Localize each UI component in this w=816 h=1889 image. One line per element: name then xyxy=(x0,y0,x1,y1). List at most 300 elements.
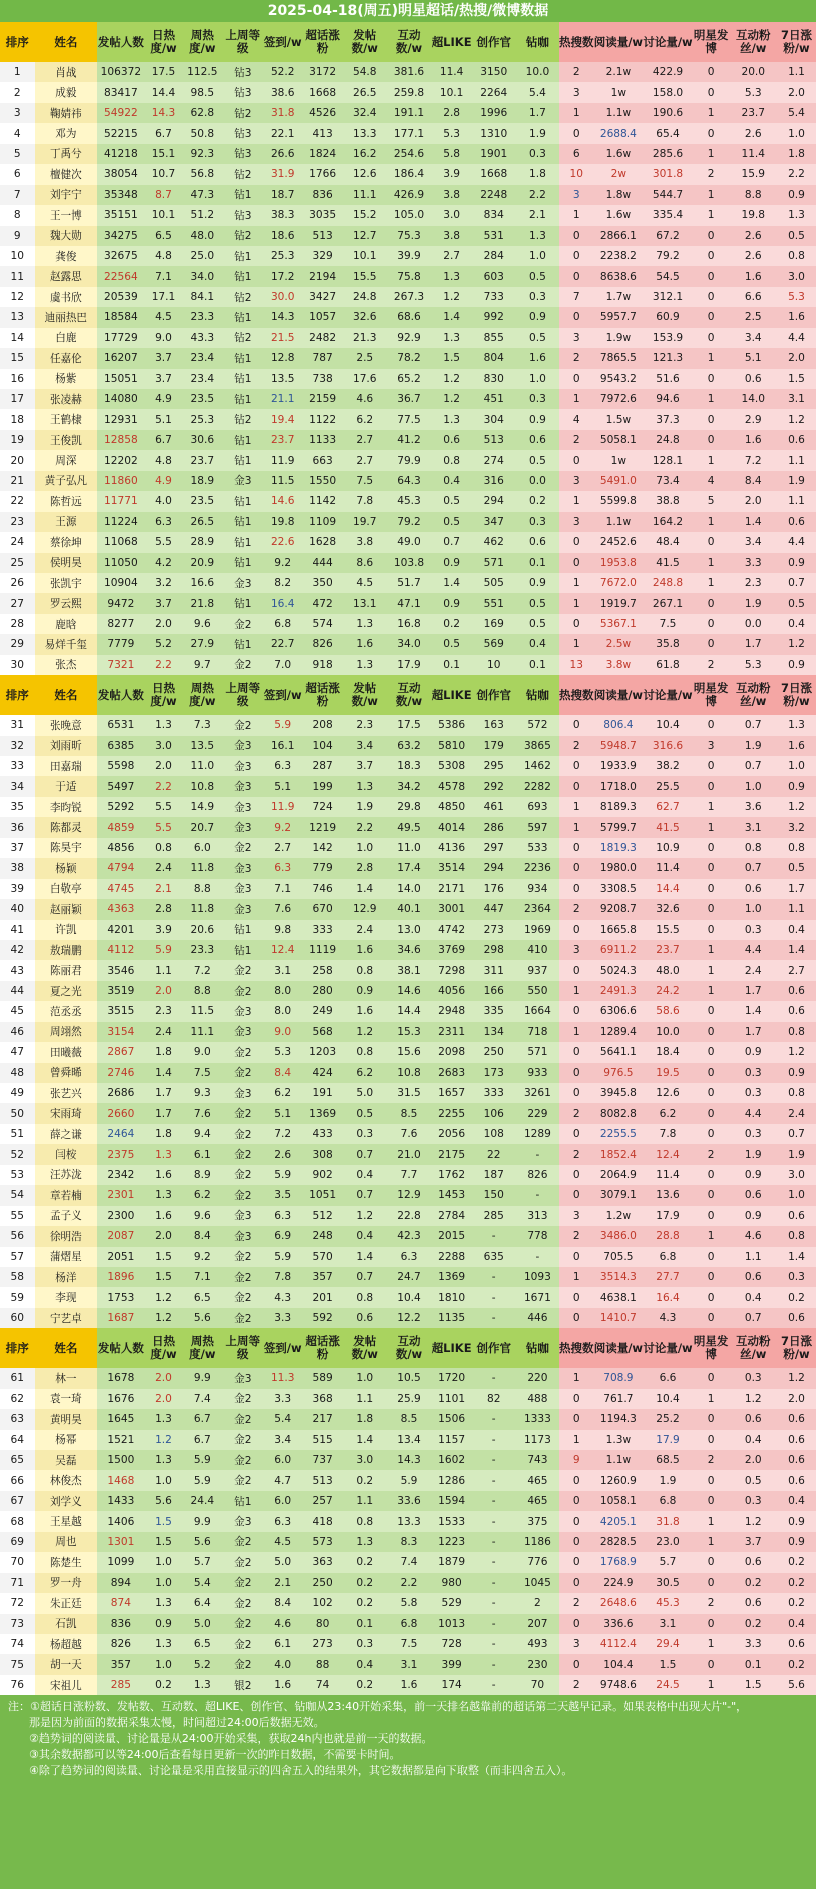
cell-hot-search: 6 xyxy=(559,144,594,164)
table-row[interactable] xyxy=(0,62,816,82)
cell-interactions: 38.1 xyxy=(386,960,431,980)
table-row[interactable] xyxy=(0,858,816,878)
cell-follower-gain: 217 xyxy=(302,1409,343,1429)
table-row[interactable] xyxy=(0,1409,816,1429)
table-row[interactable] xyxy=(0,899,816,919)
col-header-last-week-level[interactable]: 上周等级 xyxy=(222,22,263,62)
col-header-super-like[interactable]: 超LIKE xyxy=(432,22,472,62)
col-header-interactions[interactable]: 互动数/w xyxy=(386,1328,431,1368)
table-row[interactable] xyxy=(0,1430,816,1450)
cell-reads: 1.1w xyxy=(594,512,644,532)
table-row[interactable] xyxy=(0,1573,816,1593)
cell-diamond: 0.5 xyxy=(516,450,559,470)
cell-creator: 1901 xyxy=(472,144,516,164)
col-header-hot-search[interactable]: 热搜数 xyxy=(559,1328,594,1368)
cell-posters: 6385 xyxy=(97,736,144,756)
cell-weekly-heat: 7.2 xyxy=(182,960,222,980)
cell-checkin: 7.2 xyxy=(263,1124,302,1144)
col-header-super-like[interactable]: 超LIKE xyxy=(432,675,472,715)
cell-star-posts: 0 xyxy=(693,1654,730,1674)
cell-star-posts: 0 xyxy=(693,82,730,102)
col-header-reads[interactable]: 阅读量/w xyxy=(594,675,644,715)
table-row[interactable] xyxy=(0,655,816,675)
table-row[interactable] xyxy=(0,1654,816,1674)
cell-posters: 54922 xyxy=(97,103,144,123)
table-row[interactable] xyxy=(0,1389,816,1409)
table-row[interactable] xyxy=(0,226,816,246)
cell-name: 任嘉伦 xyxy=(35,348,98,368)
cell-discussions: 29.4 xyxy=(643,1634,693,1654)
cell-fan-interaction: 2.6 xyxy=(730,226,777,246)
table-row[interactable] xyxy=(0,185,816,205)
col-header-weekly-heat[interactable]: 周热度/w xyxy=(182,1328,222,1368)
table-row[interactable] xyxy=(0,1470,816,1490)
col-header-posts[interactable]: 发帖数/w xyxy=(343,675,386,715)
cell-name: 章若楠 xyxy=(35,1185,98,1205)
cell-diamond: 2236 xyxy=(516,858,559,878)
cell-posters: 2464 xyxy=(97,1124,144,1144)
col-header-seven-day-gain[interactable]: 7日涨粉/w xyxy=(777,22,816,62)
col-header-star-posts[interactable]: 明星发博 xyxy=(693,1328,730,1368)
cell-creator: 855 xyxy=(472,328,516,348)
col-header-last-week-level[interactable]: 上周等级 xyxy=(222,1328,263,1368)
cell-posts: 1.2 xyxy=(343,1206,386,1226)
table-row[interactable] xyxy=(0,1287,816,1307)
table-row[interactable] xyxy=(0,103,816,123)
table-row[interactable] xyxy=(0,307,816,327)
table-row[interactable] xyxy=(0,409,816,429)
cell-fan-interaction: 14.0 xyxy=(730,389,777,409)
cell-interactions: 42.3 xyxy=(386,1226,431,1246)
cell-weekly-heat: 6.2 xyxy=(182,1185,222,1205)
cell-hot-search: 2 xyxy=(559,1226,594,1246)
cell-checkin: 12.8 xyxy=(263,348,302,368)
cell-last-week-level: 金2 xyxy=(222,1634,263,1654)
table-row[interactable] xyxy=(0,614,816,634)
col-header-weekly-heat[interactable]: 周热度/w xyxy=(182,22,222,62)
cell-follower-gain: 1219 xyxy=(302,817,343,837)
cell-diamond: 313 xyxy=(516,1206,559,1226)
table-row[interactable] xyxy=(0,328,816,348)
col-header-name[interactable]: 姓名 xyxy=(35,1328,98,1368)
cell-discussions: 45.3 xyxy=(643,1593,693,1613)
cell-rank: 76 xyxy=(0,1675,35,1695)
cell-rank: 48 xyxy=(0,1063,35,1083)
cell-checkin: 16.4 xyxy=(263,593,302,613)
cell-reads: 2866.1 xyxy=(594,226,644,246)
col-header-interactions[interactable]: 互动数/w xyxy=(386,675,431,715)
table-row[interactable] xyxy=(0,1124,816,1144)
cell-daily-heat: 6.7 xyxy=(145,430,183,450)
cell-diamond: 743 xyxy=(516,1450,559,1470)
cell-discussions: 6.2 xyxy=(643,1103,693,1123)
cell-star-posts: 0 xyxy=(693,858,730,878)
cell-daily-heat: 14.3 xyxy=(145,103,183,123)
cell-posters: 3154 xyxy=(97,1022,144,1042)
table-row[interactable] xyxy=(0,512,816,532)
cell-fan-interaction: 0.0 xyxy=(730,614,777,634)
table-row[interactable] xyxy=(0,1552,816,1572)
cell-star-posts: 1 xyxy=(693,185,730,205)
table-row[interactable] xyxy=(0,246,816,266)
cell-daily-heat: 1.7 xyxy=(145,1083,183,1103)
table-row[interactable] xyxy=(0,776,816,796)
cell-name: 邓为 xyxy=(35,123,98,143)
cell-interactions: 12.2 xyxy=(386,1308,431,1328)
cell-daily-heat: 2.3 xyxy=(145,1001,183,1021)
table-row[interactable] xyxy=(0,123,816,143)
cell-daily-heat: 1.3 xyxy=(145,715,183,735)
cell-super-like: 2784 xyxy=(432,1206,472,1226)
col-header-discussions[interactable]: 讨论量/w xyxy=(643,675,693,715)
col-header-posters[interactable]: 发帖人数 xyxy=(97,675,144,715)
cell-checkin: 9.2 xyxy=(263,553,302,573)
cell-rank: 61 xyxy=(0,1368,35,1388)
table-row[interactable] xyxy=(0,389,816,409)
cell-diamond: 1173 xyxy=(516,1430,559,1450)
table-row[interactable] xyxy=(0,1103,816,1123)
table-row[interactable] xyxy=(0,144,816,164)
col-header-discussions[interactable]: 讨论量/w xyxy=(643,22,693,62)
table-row[interactable] xyxy=(0,491,816,511)
table-row[interactable] xyxy=(0,1042,816,1062)
cell-super-like: 1594 xyxy=(432,1491,472,1511)
col-header-posters[interactable]: 发帖人数 xyxy=(97,1328,144,1368)
cell-super-like: 4136 xyxy=(432,838,472,858)
table-row[interactable] xyxy=(0,1165,816,1185)
col-header-posts[interactable]: 发帖数/w xyxy=(343,1328,386,1368)
table-row[interactable] xyxy=(0,1185,816,1205)
cell-seven-day-gain: 1.3 xyxy=(777,715,816,735)
table-row[interactable] xyxy=(0,348,816,368)
table-row[interactable] xyxy=(0,1491,816,1511)
cell-checkin: 9.8 xyxy=(263,920,302,940)
col-header-follower-gain[interactable]: 超话涨粉 xyxy=(302,22,343,62)
cell-weekly-heat: 24.4 xyxy=(182,1491,222,1511)
cell-checkin: 3.3 xyxy=(263,1389,302,1409)
cell-weekly-heat: 8.8 xyxy=(182,981,222,1001)
cell-diamond: 1969 xyxy=(516,920,559,940)
cell-daily-heat: 10.7 xyxy=(145,164,183,184)
col-header-diamond[interactable]: 钻咖 xyxy=(516,675,559,715)
cell-fan-interaction: 0.3 xyxy=(730,920,777,940)
table-row[interactable] xyxy=(0,756,816,776)
table-row[interactable] xyxy=(0,553,816,573)
cell-posts: 13.3 xyxy=(343,123,386,143)
cell-super-like: 2683 xyxy=(432,1063,472,1083)
table-row[interactable] xyxy=(0,369,816,389)
cell-follower-gain: 1766 xyxy=(302,164,343,184)
table-row[interactable] xyxy=(0,1511,816,1531)
cell-reads: 6306.6 xyxy=(594,1001,644,1021)
cell-daily-heat: 1.1 xyxy=(145,960,183,980)
cell-diamond: 0.5 xyxy=(516,328,559,348)
cell-posters: 2051 xyxy=(97,1247,144,1267)
cell-star-posts: 0 xyxy=(693,838,730,858)
col-header-follower-gain[interactable]: 超话涨粉 xyxy=(302,1328,343,1368)
cell-super-like: 0.5 xyxy=(432,634,472,654)
col-header-rank[interactable]: 排序 xyxy=(0,22,35,62)
cell-diamond: 533 xyxy=(516,838,559,858)
cell-daily-heat: 3.7 xyxy=(145,348,183,368)
cell-hot-search: 0 xyxy=(559,1470,594,1490)
cell-rank: 17 xyxy=(0,389,35,409)
cell-last-week-level: 金2 xyxy=(222,1593,263,1613)
table-row[interactable] xyxy=(0,1308,816,1328)
col-header-creator[interactable]: 创作官 xyxy=(472,1328,516,1368)
col-header-star-posts[interactable]: 明星发博 xyxy=(693,675,730,715)
col-header-creator[interactable]: 创作官 xyxy=(472,22,516,62)
table-row[interactable] xyxy=(0,1675,816,1695)
cell-last-week-level: 金2 xyxy=(222,614,263,634)
col-header-daily-heat[interactable]: 日热度/w xyxy=(145,22,183,62)
cell-posts: 0.8 xyxy=(343,960,386,980)
col-header-diamond[interactable]: 钻咖 xyxy=(516,22,559,62)
cell-last-week-level: 钻2 xyxy=(222,328,263,348)
table-row[interactable] xyxy=(0,736,816,756)
cell-rank: 67 xyxy=(0,1491,35,1511)
table-row[interactable] xyxy=(0,797,816,817)
cell-hot-search: 1 xyxy=(559,103,594,123)
cell-star-posts: 1 xyxy=(693,1511,730,1531)
cell-hot-search: 3 xyxy=(559,471,594,491)
cell-daily-heat: 5.5 xyxy=(145,797,183,817)
cell-star-posts: 0 xyxy=(693,532,730,552)
col-header-name[interactable]: 姓名 xyxy=(35,22,98,62)
cell-creator: - xyxy=(472,1287,516,1307)
cell-creator: 447 xyxy=(472,899,516,919)
cell-hot-search: 2 xyxy=(559,1593,594,1613)
col-header-star-posts[interactable]: 明星发博 xyxy=(693,22,730,62)
col-header-hot-search[interactable]: 热搜数 xyxy=(559,22,594,62)
cell-checkin: 52.2 xyxy=(263,62,302,82)
table-row[interactable] xyxy=(0,1634,816,1654)
col-header-rank[interactable]: 排序 xyxy=(0,1328,35,1368)
cell-weekly-heat: 20.6 xyxy=(182,920,222,940)
table-row[interactable] xyxy=(0,981,816,1001)
col-header-last-week-level[interactable]: 上周等级 xyxy=(222,675,263,715)
cell-rank: 26 xyxy=(0,573,35,593)
table-row[interactable] xyxy=(0,817,816,837)
table-row[interactable] xyxy=(0,879,816,899)
cell-checkin: 31.8 xyxy=(263,103,302,123)
table-row[interactable] xyxy=(0,1063,816,1083)
cell-super-like: 2948 xyxy=(432,1001,472,1021)
cell-reads: 1953.8 xyxy=(594,553,644,573)
col-header-checkin[interactable]: 签到/w xyxy=(263,1328,302,1368)
cell-reads: 761.7 xyxy=(594,1389,644,1409)
cell-checkin: 6.0 xyxy=(263,1491,302,1511)
table-row[interactable] xyxy=(0,471,816,491)
cell-star-posts: 1 xyxy=(693,144,730,164)
cell-seven-day-gain: 0.4 xyxy=(777,614,816,634)
cell-super-like: 1.4 xyxy=(432,307,472,327)
table-row[interactable] xyxy=(0,1593,816,1613)
cell-rank: 31 xyxy=(0,715,35,735)
col-header-fan-interaction[interactable]: 互动粉丝/w xyxy=(730,1328,777,1368)
col-header-creator[interactable]: 创作官 xyxy=(472,675,516,715)
col-header-rank[interactable]: 排序 xyxy=(0,675,35,715)
table-row[interactable] xyxy=(0,593,816,613)
cell-discussions: 164.2 xyxy=(643,512,693,532)
table-row[interactable] xyxy=(0,838,816,858)
col-header-checkin[interactable]: 签到/w xyxy=(263,22,302,62)
cell-creator: 82 xyxy=(472,1389,516,1409)
col-header-daily-heat[interactable]: 日热度/w xyxy=(145,1328,183,1368)
table-row[interactable] xyxy=(0,1001,816,1021)
table-row[interactable] xyxy=(0,1226,816,1246)
col-header-checkin[interactable]: 签到/w xyxy=(263,675,302,715)
table-row[interactable] xyxy=(0,1206,816,1226)
table-row[interactable] xyxy=(0,164,816,184)
cell-diamond: 465 xyxy=(516,1470,559,1490)
cell-creator: 2264 xyxy=(472,82,516,102)
table-row[interactable] xyxy=(0,634,816,654)
cell-posters: 357 xyxy=(97,1654,144,1674)
table-row[interactable] xyxy=(0,266,816,286)
cell-super-like: 1286 xyxy=(432,1470,472,1490)
col-header-follower-gain[interactable]: 超话涨粉 xyxy=(302,675,343,715)
cell-fan-interaction: 3.4 xyxy=(730,328,777,348)
col-header-super-like[interactable]: 超LIKE xyxy=(432,1328,472,1368)
cell-discussions: 6.6 xyxy=(643,1368,693,1388)
cell-posts: 0.2 xyxy=(343,1593,386,1613)
cell-follower-gain: 208 xyxy=(302,715,343,735)
table-row[interactable] xyxy=(0,1083,816,1103)
cell-posts: 8.6 xyxy=(343,553,386,573)
table-row[interactable] xyxy=(0,1022,816,1042)
cell-name: 田嘉瑞 xyxy=(35,756,98,776)
cell-name: 丁禹兮 xyxy=(35,144,98,164)
cell-posts: 6.2 xyxy=(343,409,386,429)
table-row[interactable] xyxy=(0,715,816,735)
table-row[interactable] xyxy=(0,1450,816,1470)
table-row[interactable] xyxy=(0,450,816,470)
cell-creator: 150 xyxy=(472,1185,516,1205)
table-row[interactable] xyxy=(0,573,816,593)
cell-creator: 347 xyxy=(472,512,516,532)
cell-creator: - xyxy=(472,1450,516,1470)
cell-star-posts: 0 xyxy=(693,246,730,266)
col-header-discussions[interactable]: 讨论量/w xyxy=(643,1328,693,1368)
table-row[interactable] xyxy=(0,1532,816,1552)
col-header-seven-day-gain[interactable]: 7日涨粉/w xyxy=(777,1328,816,1368)
col-header-fan-interaction[interactable]: 互动粉丝/w xyxy=(730,675,777,715)
cell-follower-gain: 104 xyxy=(302,736,343,756)
cell-super-like: 1453 xyxy=(432,1185,472,1205)
cell-discussions: 62.7 xyxy=(643,797,693,817)
cell-last-week-level: 金3 xyxy=(222,797,263,817)
cell-weekly-heat: 30.6 xyxy=(182,430,222,450)
cell-daily-heat: 1.2 xyxy=(145,1308,183,1328)
cell-fan-interaction: 2.5 xyxy=(730,307,777,327)
table-row[interactable] xyxy=(0,205,816,225)
cell-follower-gain: 433 xyxy=(302,1124,343,1144)
cell-checkin: 6.3 xyxy=(263,1511,302,1531)
cell-name: 赵丽颖 xyxy=(35,899,98,919)
col-header-seven-day-gain[interactable]: 7日涨粉/w xyxy=(777,675,816,715)
col-header-fan-interaction[interactable]: 互动粉丝/w xyxy=(730,22,777,62)
cell-interactions: 36.7 xyxy=(386,389,431,409)
table-row[interactable] xyxy=(0,940,816,960)
cell-creator: 106 xyxy=(472,1103,516,1123)
table-row[interactable] xyxy=(0,82,816,102)
cell-reads: 5641.1 xyxy=(594,1042,644,1062)
table-row[interactable] xyxy=(0,1247,816,1267)
table-row[interactable] xyxy=(0,532,816,552)
cell-super-like: 10.1 xyxy=(432,82,472,102)
cell-checkin: 25.3 xyxy=(263,246,302,266)
cell-fan-interaction: 0.7 xyxy=(730,715,777,735)
header-row xyxy=(0,1328,816,1368)
cell-interactions: 14.6 xyxy=(386,981,431,1001)
cell-follower-gain: 1668 xyxy=(302,82,343,102)
cell-last-week-level: 钻1 xyxy=(222,246,263,266)
cell-diamond: 410 xyxy=(516,940,559,960)
table-row[interactable] xyxy=(0,430,816,450)
cell-reads: 1.7w xyxy=(594,287,644,307)
cell-reads: 1933.9 xyxy=(594,756,644,776)
cell-creator: 451 xyxy=(472,389,516,409)
cell-discussions: 544.7 xyxy=(643,185,693,205)
cell-star-posts: 1 xyxy=(693,512,730,532)
cell-creator: 804 xyxy=(472,348,516,368)
col-header-weekly-heat[interactable]: 周热度/w xyxy=(182,675,222,715)
table-row[interactable] xyxy=(0,1368,816,1388)
cell-seven-day-gain: 1.3 xyxy=(777,205,816,225)
cell-weekly-heat: 6.0 xyxy=(182,838,222,858)
cell-diamond: 2364 xyxy=(516,899,559,919)
table-row[interactable] xyxy=(0,960,816,980)
cell-posts: 1.4 xyxy=(343,879,386,899)
cell-posters: 17729 xyxy=(97,328,144,348)
cell-hot-search: 0 xyxy=(559,1532,594,1552)
cell-daily-heat: 14.4 xyxy=(145,82,183,102)
cell-star-posts: 0 xyxy=(693,369,730,389)
cell-weekly-heat: 9.4 xyxy=(182,1124,222,1144)
table-row[interactable] xyxy=(0,1267,816,1287)
col-header-posters[interactable]: 发帖人数 xyxy=(97,22,144,62)
col-header-diamond[interactable]: 钻咖 xyxy=(516,1328,559,1368)
cell-follower-gain: 357 xyxy=(302,1267,343,1287)
cell-posts: 0.8 xyxy=(343,1511,386,1531)
cell-rank: 30 xyxy=(0,655,35,675)
col-header-name[interactable]: 姓名 xyxy=(35,675,98,715)
cell-diamond: 550 xyxy=(516,981,559,1001)
col-header-reads[interactable]: 阅读量/w xyxy=(594,22,644,62)
table-row[interactable] xyxy=(0,1614,816,1634)
table-row[interactable] xyxy=(0,287,816,307)
cell-checkin: 5.1 xyxy=(263,776,302,796)
cell-posters: 1406 xyxy=(97,1511,144,1531)
cell-follower-gain: 513 xyxy=(302,1470,343,1490)
cell-name: 曾舜晞 xyxy=(35,1063,98,1083)
col-header-daily-heat[interactable]: 日热度/w xyxy=(145,675,183,715)
cell-seven-day-gain: 0.9 xyxy=(777,655,816,675)
col-header-posts[interactable]: 发帖数/w xyxy=(343,22,386,62)
cell-posts: 0.1 xyxy=(343,1614,386,1634)
cell-posters: 1896 xyxy=(97,1267,144,1287)
table-row[interactable] xyxy=(0,1144,816,1164)
col-header-hot-search[interactable]: 热搜数 xyxy=(559,675,594,715)
cell-posts: 6.2 xyxy=(343,1063,386,1083)
cell-follower-gain: 273 xyxy=(302,1634,343,1654)
cell-interactions: 17.9 xyxy=(386,655,431,675)
table-row[interactable] xyxy=(0,920,816,940)
col-header-interactions[interactable]: 互动数/w xyxy=(386,22,431,62)
col-header-reads[interactable]: 阅读量/w xyxy=(594,1328,644,1368)
cell-name: 成毅 xyxy=(35,82,98,102)
